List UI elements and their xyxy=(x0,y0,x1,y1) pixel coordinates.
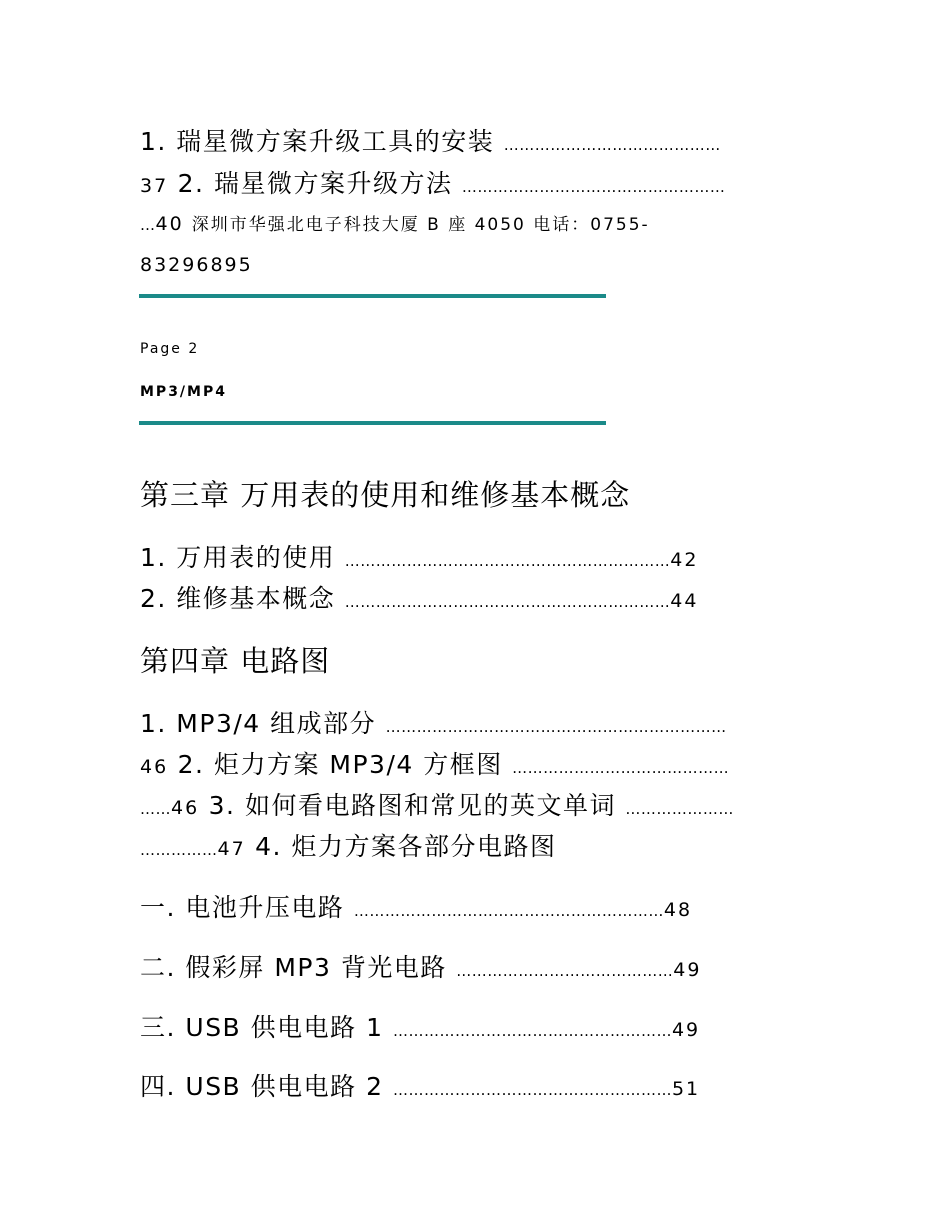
toc-item-label: 一. 电池升压电路 xyxy=(140,893,345,922)
toc-item-label: 二. 假彩屏 MP3 背光电路 xyxy=(140,953,447,982)
toc-line xyxy=(140,704,727,740)
toc-dots: …………………………………………………… xyxy=(353,902,664,920)
toc-item-label: 四. USB 供电电路 2 xyxy=(140,1072,384,1101)
toc-page-number: 37 xyxy=(140,175,169,197)
toc-entry xyxy=(140,1008,700,1044)
toc-dots: ……………………………………………… xyxy=(392,1022,672,1040)
chapter-heading: 第三章 万用表的使用和维修基本概念 xyxy=(140,478,631,512)
toc-entry xyxy=(140,888,692,924)
header-title: MP3/MP4 xyxy=(140,384,227,400)
header-rule-top xyxy=(139,294,606,298)
toc-dots: …………………………………… xyxy=(456,962,674,980)
toc-page-number: 51 xyxy=(671,1078,701,1100)
toc-line xyxy=(140,786,734,822)
toc-dots: ……………………………………………………… xyxy=(344,593,671,611)
toc-item-label: 2. 维修基本概念 xyxy=(140,584,336,613)
toc-page-number: 46 xyxy=(140,756,169,778)
toc-line xyxy=(140,164,725,200)
footer-address-line xyxy=(140,210,650,235)
toc-dots: …… xyxy=(140,800,171,818)
toc-page-number: 46 xyxy=(171,797,200,819)
toc-item-label: 2. 瑞星微方案升级方法 xyxy=(177,169,453,198)
toc-page-number: 48 xyxy=(663,899,693,921)
toc-page-number: 49 xyxy=(673,959,702,981)
toc-dots: …………………………………………… xyxy=(461,178,726,196)
toc-item-label: 1. MP3/4 组成部分 xyxy=(140,709,377,738)
toc-line xyxy=(140,745,729,781)
toc-line xyxy=(140,122,721,158)
toc-page-number: 44 xyxy=(670,590,699,612)
toc-page-number: 42 xyxy=(670,549,699,571)
footer-phone: 83296895 xyxy=(140,254,253,276)
toc-page-number: 40 xyxy=(155,213,184,235)
toc-dots: ………………………………………………………… xyxy=(385,718,727,736)
header-rule-bottom xyxy=(139,421,606,425)
toc-page-number: 49 xyxy=(671,1019,701,1041)
toc-item-label: 1. 万用表的使用 xyxy=(140,543,336,572)
chapter-heading: 第四章 电路图 xyxy=(140,644,331,678)
toc-line xyxy=(140,827,556,863)
toc-dots: ……………………………………………… xyxy=(392,1081,672,1099)
toc-page-number: 47 xyxy=(217,838,246,860)
toc-dots: ……………………………………………………… xyxy=(344,552,671,570)
page-label: Page 2 xyxy=(140,341,200,357)
toc-item-label: 3. 如何看电路图和常见的英文单词 xyxy=(208,791,616,820)
toc-item-label: 4. 炬力方案各部分电路图 xyxy=(255,832,557,861)
toc-item-label: 2. 炬力方案 MP3/4 方框图 xyxy=(177,750,503,779)
toc-dots: ………………… xyxy=(625,800,734,818)
toc-dots: …………………………………… xyxy=(512,759,730,777)
toc-entry xyxy=(140,948,701,984)
toc-dots: …………… xyxy=(140,841,218,859)
toc-item-label: 1. 瑞星微方案升级工具的安装 xyxy=(140,127,495,156)
toc-entry xyxy=(140,538,698,574)
toc-entry xyxy=(140,1067,700,1103)
toc-dots: … xyxy=(140,216,156,234)
footer-address: 深圳市华强北电子科技大厦 B 座 4050 电话：0755- xyxy=(191,215,650,235)
toc-entry xyxy=(140,579,698,615)
toc-dots: …………………………………… xyxy=(503,136,721,154)
toc-item-label: 三. USB 供电电路 1 xyxy=(140,1013,384,1042)
